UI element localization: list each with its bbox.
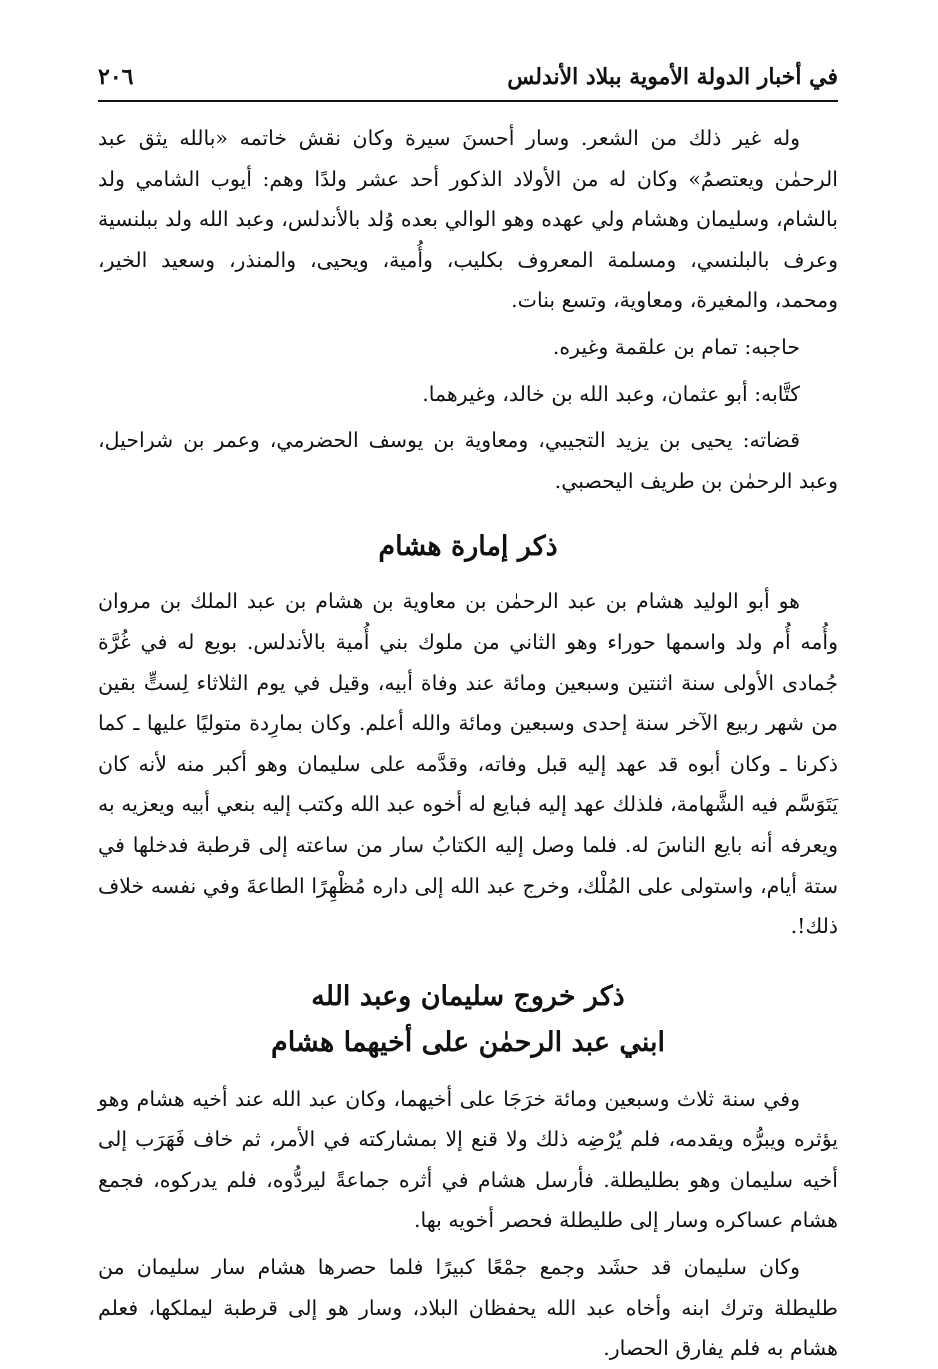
page-header [98, 62, 838, 102]
judges-paragraph: قضاته: يحيى بن يزيد التجيبي، ومعاوية بن يوسف الحضرمي، وعمر بن شراحيل، وعبد الرحمٰن بن طريف اليحصبي. [98, 428, 838, 493]
revolt-paragraph-1: وفي سنة ثلاث وسبعين ومائة خرَجَا على أخيهما، وكان عبد الله عند أخيه هشام وهو يؤثره ويبرُّه ويقدمه، فلم يُرْضِه ذلك ولا قنع إلا بمشاركته في الأمر، ثم خاف فَهَرَب إلى أخيه سليمان وهو بطليطلة. فأرسل هشام في أثره جماعةً ليردُّوه، فلم يدركوه، فجمع هشام عساكره وسار إلى طليطلة فحصر أخويه بها. [98, 1086, 838, 1233]
hisham-paragraph: هو أبو الوليد هشام بن عبد الرحمٰن بن معاوية بن هشام بن عبد الملك بن مروان وأُمه أُم ولد واسمها حوراء وهو الثاني من ملوك بني أُمية بالأندلس. بويع له في غُرَّة جُمادى الأولى سنة اثنتين وسبعين ومائة عند وفاة أبيه، وقيل في يوم الثلاثاء لِستٍّ بقين من شهر ربيع الآخر سنة إحدى وسبعين ومائة والله أعلم. وكان بمارِدة متوليًا عليها ـ كما ذكرنا ـ وكان أبوه قد عهد إليه قبل وفاته، وقدَّمه على سليمان وهو أكبر منه لأنه كان يَتَوَسَّم فيه الشَّهامة، فلذلك عهد إليه فبايع له أخوه عبد الله وكتب إليه بنعي أبيه ويعزيه به ويعرفه أنه بايع الناسَ له. فلما وصل إليه الكتابُ سار من ساعته إلى قرطبة فدخلها في ستة أيام، واستولى على المُلْك، وخرج عبد الله إلى داره مُظْهِرًا الطاعةَ وفي نفسه خلاف ذلك!. [98, 589, 838, 939]
page-number: ٢٠٦ [98, 64, 134, 90]
chamberlain-line: حاجبه: تمام بن علقمة وغيره. [552, 334, 800, 359]
intro-paragraph: وله غير ذلك من الشعر. وسار أحسنَ سيرة وكان نقش خاتمه «بالله يثق عبد الرحمٰن ويعتصمُ» وكان له من الأولاد الذكور أحد عشر ولدًا وهم: أيوب الشامي ولد بالشام، وسليمان وهشام ولي عهده وهو الوالي بعده وُلد بالأندلس، وعبد الله ولد ببلنسية وعرف بالبلنسي، ومسلمة المعروف بكليب، وأُمية، ويحيى، والمنذر، وسعيد الخير، ومحمد، والمغيرة، ومعاوية، وتسع بنات. [98, 126, 838, 313]
section-heading-hisham: ذكر إمارة هشام [378, 531, 558, 563]
section-heading-revolt-line2: ابني عبد الرحمٰن على أخيهما هشام [270, 1026, 666, 1058]
revolt-paragraph-2: وكان سليمان قد حشَد وجمع جمْعًا كبيرًا فلما حصرها هشام سار سليمان من طليطلة وترك ابنه وأخاه عبد الله يحفظان البلاد، وسار هو إلى قرطبة ليملكها، فعلم هشام به فلم يفارق الحصار. [98, 1255, 838, 1361]
scribes-line: كتَّابه: أبو عثمان، وعبد الله بن خالد، وغيرهما. [422, 381, 800, 406]
running-title: في أخبار الدولة الأموية ببلاد الأندلس [507, 64, 838, 90]
section-heading-revolt [98, 975, 838, 1065]
section-heading-revolt-line1: ذكر خروج سليمان وعبد الله [311, 980, 625, 1012]
page-body [98, 118, 838, 1369]
